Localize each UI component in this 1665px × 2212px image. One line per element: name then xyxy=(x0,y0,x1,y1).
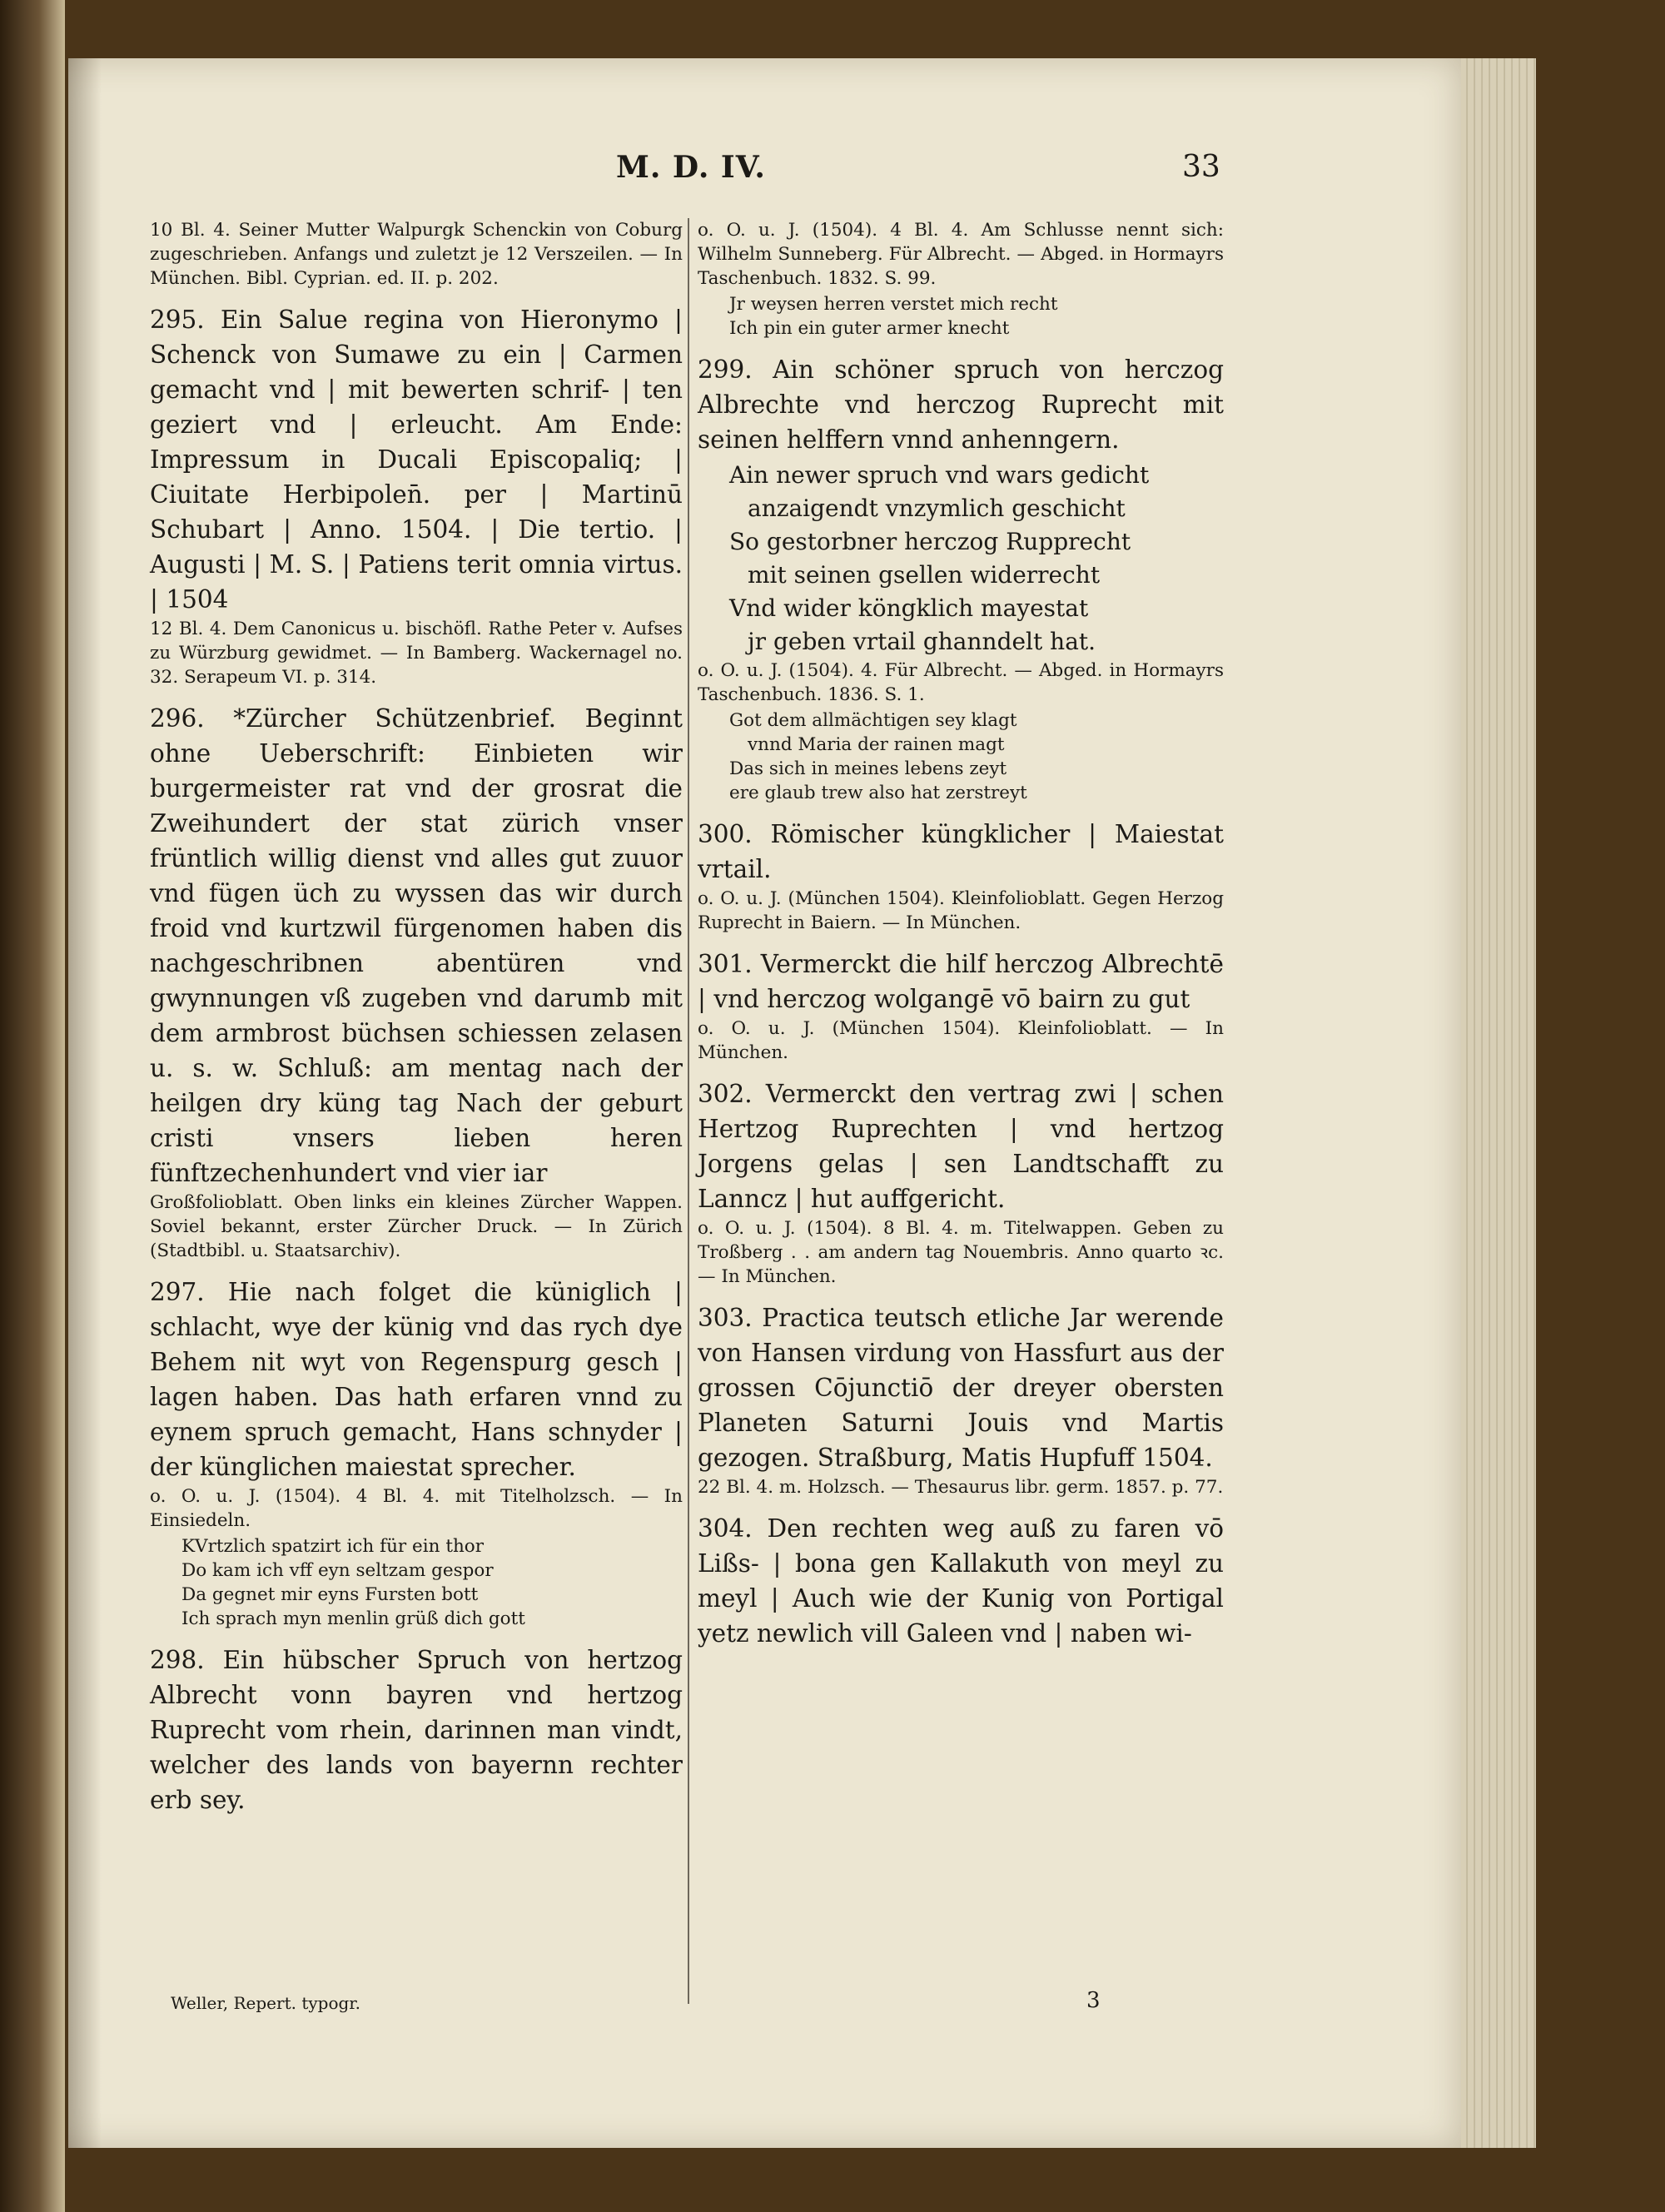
verse-line: Da gegnet mir eyns Fursten bott xyxy=(181,1584,479,1605)
ref-301: o. O. u. J. (München 1504). Kleinfolioblatt. — In München. xyxy=(698,1018,1224,1063)
running-head: M. D. IV. xyxy=(616,150,766,185)
verse-line: Das sich in meines lebens zeyt xyxy=(729,758,1007,779)
verse-line: Ich pin ein guter armer knecht xyxy=(729,318,1010,339)
verse-299 xyxy=(698,459,1224,659)
ref-300: o. O. u. J. (München 1504). Kleinfolioblatt. Gegen Herzog Ruprecht in Baiern. — In München. xyxy=(698,888,1224,933)
verse-line: Jr weysen herren verstet mich recht xyxy=(729,294,1058,315)
ref-297: o. O. u. J. (1504). 4 Bl. 4. mit Titelholzsch. — In Einsiedeln. xyxy=(150,1486,683,1531)
entry-303: 303. Practica teutsch etliche Jar werende von Hansen virdung von Hassfurt aus der grossen Cōjunctiō der dreyer obersten Planeten Saturni Jouis vnd Martis gezogen. Straßburg, Matis Hupfuff 1504. xyxy=(698,1304,1224,1472)
ref-302: o. O. u. J. (1504). 8 Bl. 4. m. Titelwappen. Geben zu Troßberg . . am andern tag Nouembris. Anno quarto ꝛc. — In München. xyxy=(698,1218,1224,1287)
entry-300: 300. Römischer küngklicher | Maiestat vrtail. xyxy=(698,820,1224,883)
verse-line: ere glaub trew also hat zerstreyt xyxy=(729,783,1027,803)
verse-line: jr geben vrtail ghanndelt hat. xyxy=(748,628,1096,655)
spine-gutter xyxy=(68,58,102,2148)
verse-line: Got dem allmächtigen sey klagt xyxy=(729,710,1017,731)
column-divider xyxy=(688,218,689,2004)
verse-line: Ich sprach myn menlin grüß dich gott xyxy=(181,1608,525,1629)
verse-line: Ain newer spruch vnd wars gedicht xyxy=(729,461,1150,489)
verse-298 xyxy=(698,292,1224,340)
verse-line: So gestorbner herczog Rupprecht xyxy=(729,528,1131,555)
verse-line: anzaigendt vnzymlich geschicht xyxy=(748,495,1126,522)
verse-297 xyxy=(150,1534,683,1631)
verse-line: vnnd Maria der rainen magt xyxy=(748,734,1005,755)
left-column xyxy=(150,218,683,1817)
verse-line: KVrtzlich spatzirt ich für ein thor xyxy=(181,1536,485,1557)
entry-301: 301. Vermerckt die hilf herczog Albrechtē | vnd herczog wolgangē vō bairn zu gut xyxy=(698,950,1224,1013)
ref-298: o. O. u. J. (1504). 4 Bl. 4. Am Schlusse nennt sich: Wilhelm Sunneberg. Für Albrecht. — Abged. in Hormayrs Taschenbuch. 1832. S. 99. xyxy=(698,220,1224,289)
entry-304: 304. Den rechten weg auß zu faren vō Lißs- | bona gen Kallakuth von meyl zu meyl | Auch wie der Kunig von Portigal yetz newlich vill Galeen vnd | naben wi- xyxy=(698,1514,1224,1648)
entry-297: 297. Hie nach folget die küniglich | schlacht, wye der künig vnd das rych dye Behem nit wyt von Regenspurg gesch | lagen haben. Das hath erfaren vnnd zu eynem spruch gemacht, Hans schnyder | der künglichen maiestat sprecher. xyxy=(150,1278,683,1481)
ref-continued: 10 Bl. 4. Seiner Mutter Walpurgk Schenckin von Coburg zugeschrieben. Anfangs und zuletzt je 12 Verszeilen. — In München. Bibl. Cyprian. ed. II. p. 202. xyxy=(150,220,683,289)
signature-mark: 3 xyxy=(1086,1988,1101,2013)
ref-295: 12 Bl. 4. Dem Canonicus u. bischöfl. Rathe Peter v. Aufses zu Würzburg gewidmet. — In Bamberg. Wackernagel no. 32. Serapeum VI. p. 314. xyxy=(150,619,683,688)
page-number: 33 xyxy=(1182,150,1220,184)
entry-296: 296. *Zürcher Schützenbrief. Beginnt ohne Ueberschrift: Einbieten wir burgermeister rat vnd der grosrat die Zweihundert der stat zürich vnser früntlich willig dienst vnd alles gut zuuor vnd fügen üch zu wyssen das wir durch froid vnd kurtzwil fürgenomen haben dis nachgeschribnen abentüren vnd gwynnungen vß zugeben vnd darumb mit dem armbrost büchsen schiessen zelasen u. s. w. Schluß: am mentag nach der heilgen dry küng tag Nach der geburt cristi vnsers lieben heren fünftzechenhundert vnd vier iar xyxy=(150,704,683,1187)
verse-line: Vnd wider köngklich mayestat xyxy=(729,594,1089,622)
signature-footer: Weller, Repert. typogr. xyxy=(171,1993,361,2013)
entry-298: 298. Ein hübscher Spruch von hertzog Albrecht vonn bayren vnd hertzog Ruprecht vom rhein, darinnen man vindt, welcher des lands von bayernn rechter erb sey. xyxy=(150,1646,683,1814)
verse-line: mit seinen gsellen widerrecht xyxy=(748,561,1101,589)
left-page-edge xyxy=(0,0,65,2212)
right-column xyxy=(698,218,1224,1651)
verse-line: Do kam ich vff eyn seltzam gespor xyxy=(181,1560,494,1581)
ref-303: 22 Bl. 4. m. Holzsch. — Thesaurus libr. germ. 1857. p. 77. xyxy=(698,1477,1224,1498)
entry-299: 299. Ain schöner spruch von herczog Albrechte vnd herczog Ruprecht mit seinen helffern vnnd anhenngern. xyxy=(698,355,1224,454)
verse-299b xyxy=(698,708,1224,805)
ref-299: o. O. u. J. (1504). 4. Für Albrecht. — Abged. in Hormayrs Taschenbuch. 1836. S. 1. xyxy=(698,660,1224,705)
entry-295: 295. Ein Salue regina von Hieronymo | Schenck von Sumawe zu ein | Carmen gemacht vnd | mit bewerten schrif- | ten geziert vnd | erleucht. Am Ende: Impressum in Ducali Episcopaliq; | Ciuitate Herbipolen̄. per | Martinū Schubart | Anno. 1504. | Die tertio. | Augusti | M. S. | Patiens terit omnia virtus. | 1504 xyxy=(150,306,683,614)
page-edges xyxy=(1461,58,1536,2148)
ref-296: Großfolioblatt. Oben links ein kleines Zürcher Wappen. Soviel bekannt, erster Zürcher Druck. — In Zürich (Stadtbibl. u. Staatsarchiv). xyxy=(150,1192,683,1261)
entry-302: 302. Vermerckt den vertrag zwi | schen Hertzog Ruprechten | vnd hertzog Jorgens gelas | sen Landtschafft zu Lanncz | hut auffgericht. xyxy=(698,1080,1224,1213)
